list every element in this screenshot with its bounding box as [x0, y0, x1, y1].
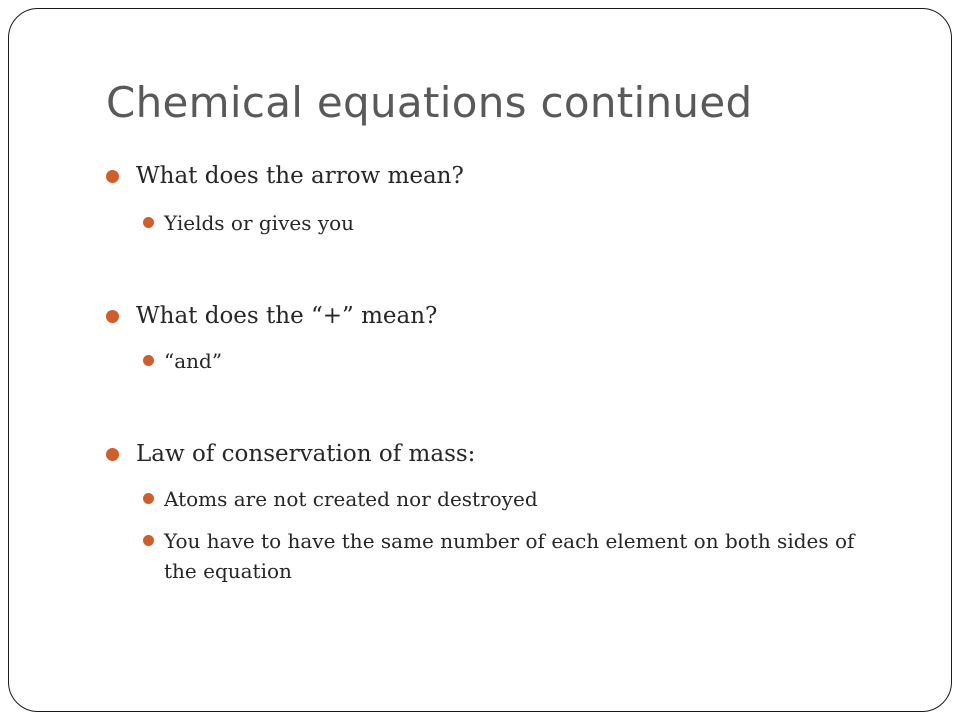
sub-bullet-icon: [143, 535, 154, 546]
sub-bullet-icon: [143, 355, 154, 366]
sub-bullet-icon: [143, 493, 154, 504]
sub-bullet-icon: [143, 217, 154, 228]
bullet-text: What does the arrow mean?: [136, 163, 464, 189]
sub-bullet-text: Yields or gives you: [164, 211, 355, 235]
sub-bullet-text: Atoms are not created nor destroyed: [164, 487, 538, 511]
slide-title: Chemical equations continued: [106, 78, 753, 127]
bullet-icon: [106, 448, 119, 461]
bullet-icon: [106, 170, 119, 183]
bullet-text: What does the “+” mean?: [136, 303, 438, 329]
bullet-text: Law of conservation of mass:: [136, 441, 476, 467]
sub-bullet-text: “and”: [164, 349, 223, 373]
sub-bullet-text: You have to have the same number of each element on both sides of the equation: [164, 529, 855, 583]
bullet-icon: [106, 310, 119, 323]
